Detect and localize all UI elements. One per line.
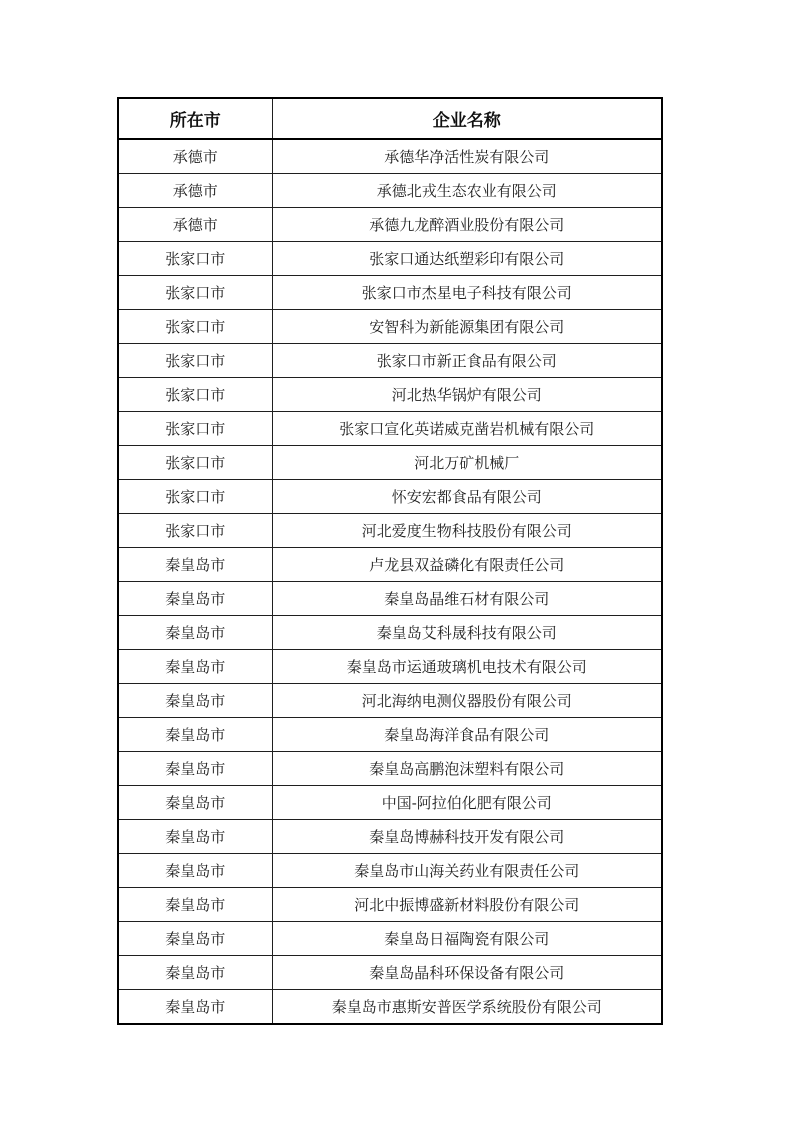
city-cell: 张家口市 [118,412,272,446]
company-cell: 张家口宣化英诺威克凿岩机械有限公司 [272,412,662,446]
table-row [118,480,662,514]
city-cell: 秦皇岛市 [118,616,272,650]
company-cell: 河北热华锅炉有限公司 [272,378,662,412]
table-row [118,378,662,412]
company-cell: 张家口市新正食品有限公司 [272,344,662,378]
city-cell: 张家口市 [118,514,272,548]
company-cell: 秦皇岛市惠斯安普医学系统股份有限公司 [272,990,662,1025]
table-row [118,174,662,208]
table-row [118,139,662,174]
city-cell: 秦皇岛市 [118,820,272,854]
city-cell: 张家口市 [118,344,272,378]
table-row [118,446,662,480]
company-cell: 卢龙县双益磷化有限责任公司 [272,548,662,582]
table-row [118,718,662,752]
city-cell: 承德市 [118,208,272,242]
city-cell: 秦皇岛市 [118,888,272,922]
city-cell: 秦皇岛市 [118,718,272,752]
city-cell: 秦皇岛市 [118,582,272,616]
city-cell: 张家口市 [118,310,272,344]
company-cell: 张家口通达纸塑彩印有限公司 [272,242,662,276]
company-cell: 秦皇岛艾科晟科技有限公司 [272,616,662,650]
city-cell: 秦皇岛市 [118,922,272,956]
table-row [118,582,662,616]
table-row [118,616,662,650]
city-cell: 秦皇岛市 [118,956,272,990]
city-cell: 秦皇岛市 [118,786,272,820]
header-row [118,98,662,139]
table-row [118,990,662,1025]
company-cell: 安智科为新能源集团有限公司 [272,310,662,344]
city-cell: 秦皇岛市 [118,854,272,888]
company-cell: 河北中振博盛新材料股份有限公司 [272,888,662,922]
table-row [118,820,662,854]
table-row [118,888,662,922]
company-cell: 秦皇岛海洋食品有限公司 [272,718,662,752]
company-table [117,97,663,1025]
company-cell: 怀安宏都食品有限公司 [272,480,662,514]
city-cell: 秦皇岛市 [118,548,272,582]
company-cell: 河北海纳电测仪器股份有限公司 [272,684,662,718]
city-cell: 张家口市 [118,378,272,412]
table-row [118,752,662,786]
city-cell: 张家口市 [118,446,272,480]
company-cell: 秦皇岛日福陶瓷有限公司 [272,922,662,956]
table-row [118,310,662,344]
company-cell: 秦皇岛市运通玻璃机电技术有限公司 [272,650,662,684]
table-row [118,548,662,582]
table-row [118,208,662,242]
table-row [118,650,662,684]
company-cell: 秦皇岛高鹏泡沫塑料有限公司 [272,752,662,786]
column-header-city: 所在市 [118,98,272,139]
table-row [118,412,662,446]
city-cell: 张家口市 [118,276,272,310]
city-cell: 秦皇岛市 [118,684,272,718]
company-cell: 承德九龙醉酒业股份有限公司 [272,208,662,242]
table-row [118,956,662,990]
company-cell: 秦皇岛市山海关药业有限责任公司 [272,854,662,888]
table-row [118,922,662,956]
table-row [118,854,662,888]
table-row [118,684,662,718]
table-row [118,276,662,310]
company-cell: 河北爱度生物科技股份有限公司 [272,514,662,548]
city-cell: 承德市 [118,174,272,208]
column-header-company: 企业名称 [272,98,662,139]
city-cell: 张家口市 [118,242,272,276]
city-cell: 承德市 [118,139,272,174]
company-cell: 秦皇岛晶维石材有限公司 [272,582,662,616]
city-cell: 秦皇岛市 [118,752,272,786]
company-cell: 张家口市杰星电子科技有限公司 [272,276,662,310]
company-cell: 承德北戎生态农业有限公司 [272,174,662,208]
company-cell: 中国-阿拉伯化肥有限公司 [272,786,662,820]
company-cell: 秦皇岛晶科环保设备有限公司 [272,956,662,990]
table-body [118,139,662,1024]
company-cell: 秦皇岛博赫科技开发有限公司 [272,820,662,854]
city-cell: 秦皇岛市 [118,650,272,684]
company-cell: 承德华净活性炭有限公司 [272,139,662,174]
table-row [118,242,662,276]
city-cell: 秦皇岛市 [118,990,272,1025]
table-row [118,344,662,378]
table-row [118,786,662,820]
company-cell: 河北万矿机械厂 [272,446,662,480]
city-cell: 张家口市 [118,480,272,514]
table-row [118,514,662,548]
